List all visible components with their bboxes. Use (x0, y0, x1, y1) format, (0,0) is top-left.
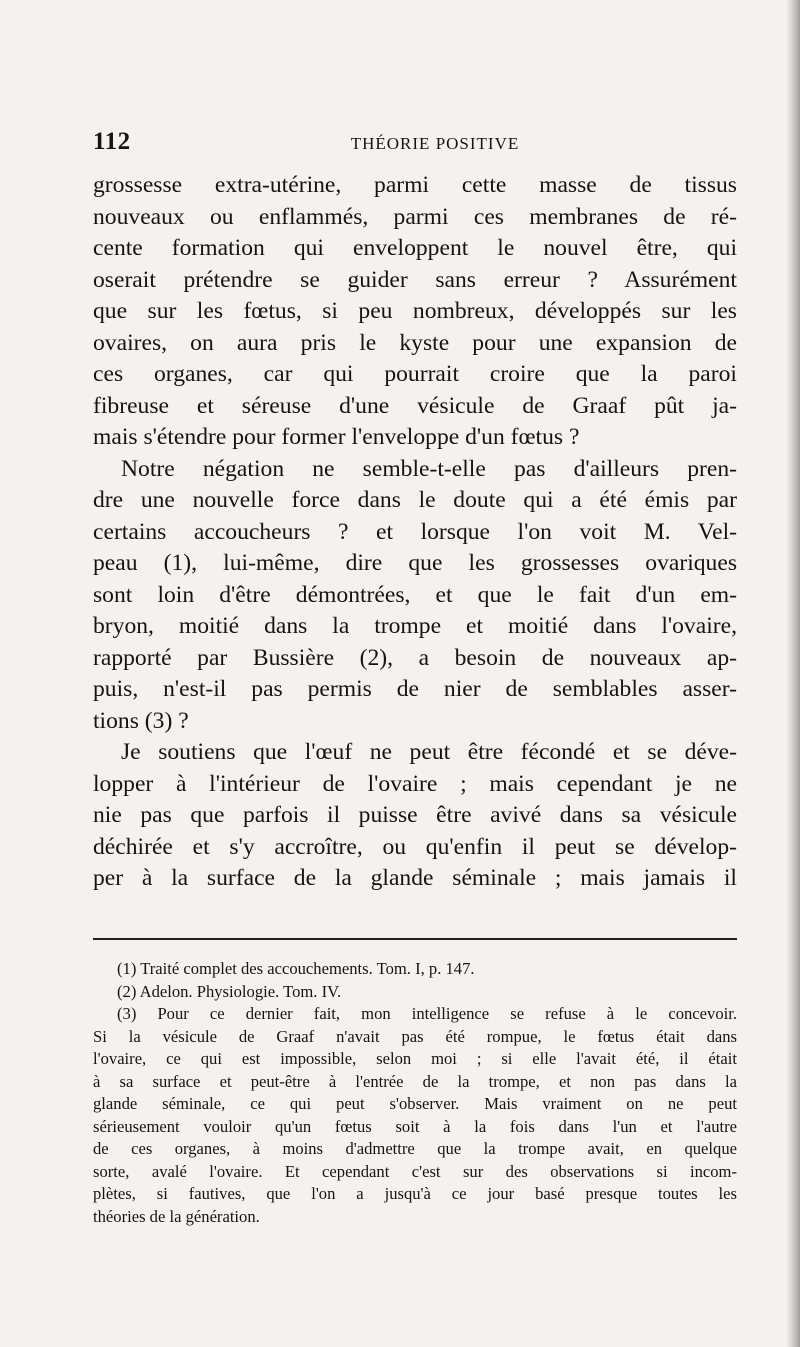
text-line: nouveaux ou enflammés, parmi ces membranes de ré- (93, 203, 737, 230)
text-line: dre une nouvelle force dans le doute qui a été émis par (93, 487, 737, 513)
footnote-line: théories de la génération. (93, 1206, 260, 1226)
text-line: cente formation qui enveloppent le nouvel être, qui (93, 235, 737, 261)
footnote-line: l'ovaire, ce qui est impossible, selon moi ; si elle l'avait été, il était (93, 1049, 737, 1068)
footnote-line: Si la vésicule de Graaf n'avait pas été rompue, le fœtus était dans (93, 1026, 737, 1046)
text-line: oserait prétendre se guider sans erreur ? Assurément (93, 266, 737, 293)
text-line: fibreuse et séreuse d'une vésicule de Graaf pût ja- (93, 392, 737, 419)
text-line: Je soutiens que l'œuf ne peut être fécondé et se déve- (121, 739, 737, 765)
page-header (93, 128, 737, 162)
footnote-line: glande séminale, ce qui peut s'observer. Mais vraiment on ne peut (93, 1094, 737, 1113)
footnote-rule (93, 938, 737, 940)
text-line: Notre négation ne semble-t-elle pas d'ailleurs pren- (121, 455, 737, 482)
text-line: per à la surface de la glande séminale ; mais jamais il (93, 865, 737, 891)
footnote-line: de ces organes, à moins d'admettre que la trompe avait, en quelque (93, 1139, 737, 1158)
text-line: ovaires, on aura pris le kyste pour une expansion de (93, 329, 737, 356)
footnote-line: à sa surface et peut-être à l'entrée de la trompe, et non pas dans la (93, 1071, 737, 1091)
text-line: certains accoucheurs ? et lorsque l'on voit M. Vel- (93, 518, 737, 545)
text-line: ces organes, car qui pourrait croire que la paroi (93, 361, 737, 387)
text-line: puis, n'est-il pas permis de nier de semblables asser- (93, 676, 737, 702)
text-line: que sur les fœtus, si peu nombreux, développés sur les (93, 298, 737, 324)
text-line: peau (1), lui-même, dire que les grossesses ovariques (93, 550, 737, 576)
footnote-line: (2) Adelon. Physiologie. Tom. IV. (117, 981, 342, 1001)
page-edge-shadow (786, 0, 800, 1347)
running-title: THÉORIE POSITIVE (350, 134, 520, 153)
footnote-line: (1) Traité complet des accouchements. Tom. I, p. 147. (117, 959, 475, 978)
footnote-line: sorte, avalé l'ovaire. Et cependant c'est sur des observations si incom- (93, 1161, 737, 1181)
text-line: grossesse extra-utérine, parmi cette masse de tissus (93, 172, 737, 198)
footnote-line: (3) Pour ce dernier fait, mon intelligence se refuse à le concevoir. (117, 1004, 737, 1023)
footnote-line: sérieusement vouloir qu'un fœtus soit à la fois dans l'un et l'autre (93, 1116, 737, 1136)
text-line: sont loin d'être démontrées, et que le fait d'un em- (93, 581, 737, 608)
page-number: 112 (93, 128, 131, 155)
footnotes (93, 958, 737, 1228)
body-text (93, 170, 737, 895)
text-line: lopper à l'intérieur de l'ovaire ; mais cependant je ne (93, 770, 737, 797)
footnote-line: plètes, si fautives, que l'on a jusqu'à ce jour basé presque toutes les (93, 1184, 737, 1203)
text-line: déchirée et s'y accroître, ou qu'enfin il peut se dévelop- (93, 833, 737, 860)
text-line: bryon, moitié dans la trompe et moitié dans l'ovaire, (93, 613, 737, 639)
text-line: tions (3) ? (93, 707, 189, 734)
text-line: rapporté par Bussière (2), a besoin de nouveaux ap- (93, 644, 737, 671)
text-line: nie pas que parfois il puisse être avivé dans sa vésicule (93, 802, 737, 828)
text-line: mais s'étendre pour former l'enveloppe d'un fœtus ? (93, 424, 580, 450)
